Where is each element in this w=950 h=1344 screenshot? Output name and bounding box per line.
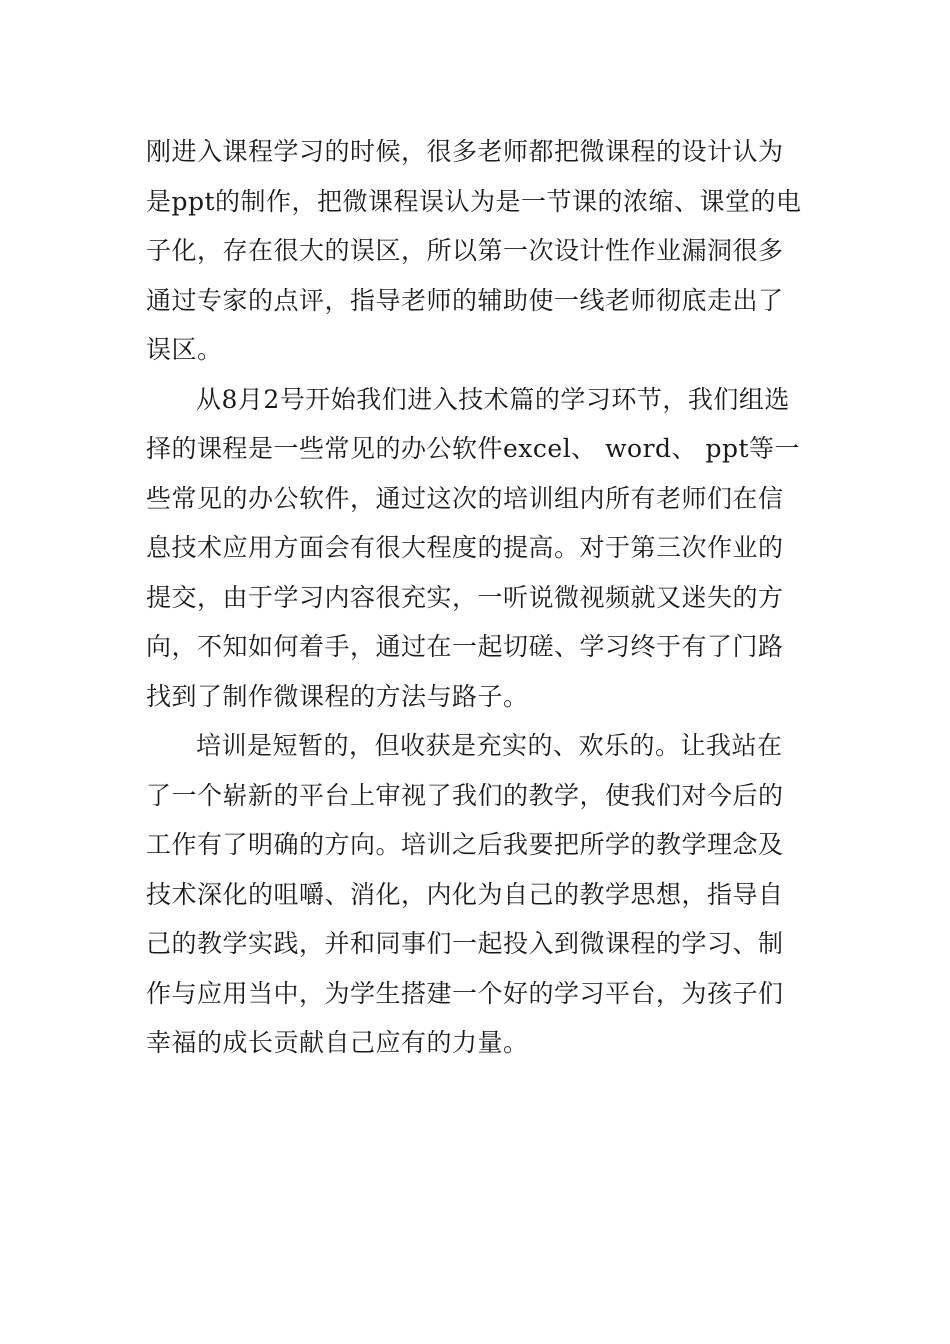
document-body (146, 127, 808, 1068)
paragraph-line: 幸福的成长贡献自己应有的力量。 (146, 1028, 529, 1057)
paragraph-line: 误区。 (146, 335, 223, 364)
paragraph-line: 向，不知如何着手，通过在一起切磋、学习终于有了门路 (146, 632, 784, 661)
paragraph-line: 工作有了明确的方向。培训之后我要把所学的教学理念及 (146, 830, 784, 859)
paragraph-line: 找到了制作微课程的方法与路子。 (146, 681, 529, 711)
paragraph-line: 子化，存在很大的误区，所以第一次设计性作业漏洞很多 (146, 236, 784, 265)
paragraph-line: 从8月2号开始我们进入技术篇的学习环节，我们组选 (196, 384, 790, 414)
paragraph-line: 了一个崭新的平台上审视了我们的教学，使我们对今后的 (146, 780, 784, 810)
paragraph-line: 作与应用当中，为学生搭建一个好的学习平台，为孩子们 (146, 978, 784, 1008)
paragraph-line: 己的教学实践，并和同事们一起投入到微课程的学习、制 (146, 929, 784, 958)
paragraph-line: 刚进入课程学习的时候，很多老师都把微课程的设计认为 (146, 137, 784, 166)
paragraph-line: 通过专家的点评，指导老师的辅助使一线老师彻底走出了 (146, 285, 784, 315)
paragraph-line: 培训是短暂的，但收获是充实的、欢乐的。让我站在 (196, 731, 783, 760)
paragraph-1 (146, 127, 808, 375)
paragraph-line: 择的课程是一些常见的办公软件excel、 word、 ppt等一 (146, 434, 801, 463)
paragraph-3 (146, 721, 808, 1068)
paragraph-line: 息技术应用方面会有很大程度的提高。对于第三次作业的 (146, 533, 784, 562)
paragraph-line: 些常见的办公软件，通过这次的培训组内所有老师们在信 (146, 483, 784, 513)
paragraph-2 (146, 375, 808, 722)
paragraph-line: 技术深化的咀嚼、消化，内化为自己的教学思想，指导自 (146, 879, 784, 909)
paragraph-line: 是ppt的制作，把微课程误认为是一节课的浓缩、课堂的电 (146, 186, 802, 216)
paragraph-line: 提交，由于学习内容很充实，一听说微视频就又迷失的方 (146, 582, 784, 612)
